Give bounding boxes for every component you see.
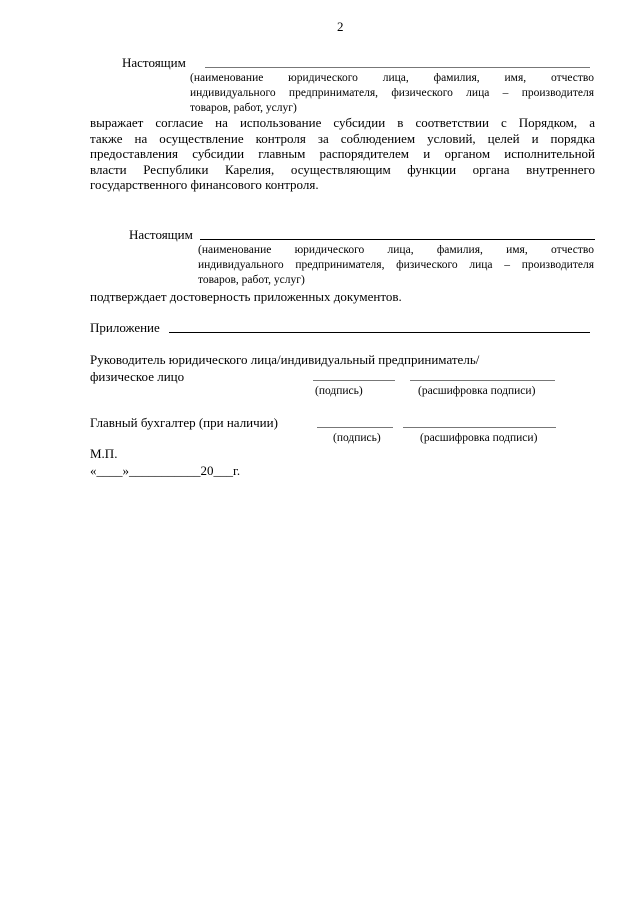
section1-body-line-4: власти Республики Карелия, осуществляющим функции органа внутреннего [90, 161, 595, 177]
head-title-line-2: физическое лицо [90, 369, 185, 384]
section1-body-line-2: также на осуществление контроля за соблюдением условий, целей и порядка [90, 130, 595, 146]
head-decoding-caption: (расшифровка подписи) [418, 385, 536, 397]
accountant-decoding-caption: (расшифровка подписи) [420, 432, 538, 444]
head-title-line-1: Руководитель юридического лица/индивидуальный предприниматель/ [90, 352, 480, 367]
section1-body-line-5: государственного финансового контроля. [90, 177, 319, 192]
accountant-label: Главный бухгалтер (при наличии) [90, 415, 278, 430]
attachment-label: Приложение [90, 320, 160, 335]
section1-caption [190, 71, 594, 116]
accountant-signature-caption: (подпись) [333, 432, 381, 444]
section2-caption-line-1: (наименование юридического лица, фамилия, имя, отчество [198, 244, 594, 256]
page-number: 2 [337, 19, 344, 34]
section1-body [90, 115, 595, 193]
section1-body-line-1: выражает согласие на использование субсидии в соответствии с Порядком, а [90, 115, 595, 130]
section1-label: Настоящим [122, 55, 186, 70]
section2-caption-line-3: товаров, работ, услуг) [198, 274, 305, 286]
section1-caption-line-3: товаров, работ, услуг) [190, 102, 297, 114]
section1-body-line-3: предоставления субсидии главным распорядителем и органом исполнительной [90, 146, 595, 161]
accountant-signature-line [317, 427, 393, 428]
attachment-line [169, 332, 590, 333]
section1-caption-line-1: (наименование юридического лица, фамилия, имя, отчество [190, 72, 594, 84]
section2-caption [198, 243, 594, 288]
section1-name-line [205, 67, 590, 68]
date-line: «____»___________20___г. [90, 463, 241, 478]
section2-caption-line-2: индивидуального предпринимателя, физического лица – производителя [198, 259, 594, 271]
head-decoding-line [410, 380, 555, 381]
stamp-label: М.П. [90, 446, 118, 461]
head-signature-caption: (подпись) [315, 385, 363, 397]
section1-caption-line-2: индивидуального предпринимателя, физического лица – производителя [190, 87, 594, 99]
head-signature-line [313, 380, 395, 381]
section2-label: Настоящим [129, 227, 193, 242]
accountant-decoding-line [403, 427, 556, 428]
section2-body: подтверждает достоверность приложенных документов. [90, 289, 402, 304]
section2-name-line [200, 239, 595, 240]
